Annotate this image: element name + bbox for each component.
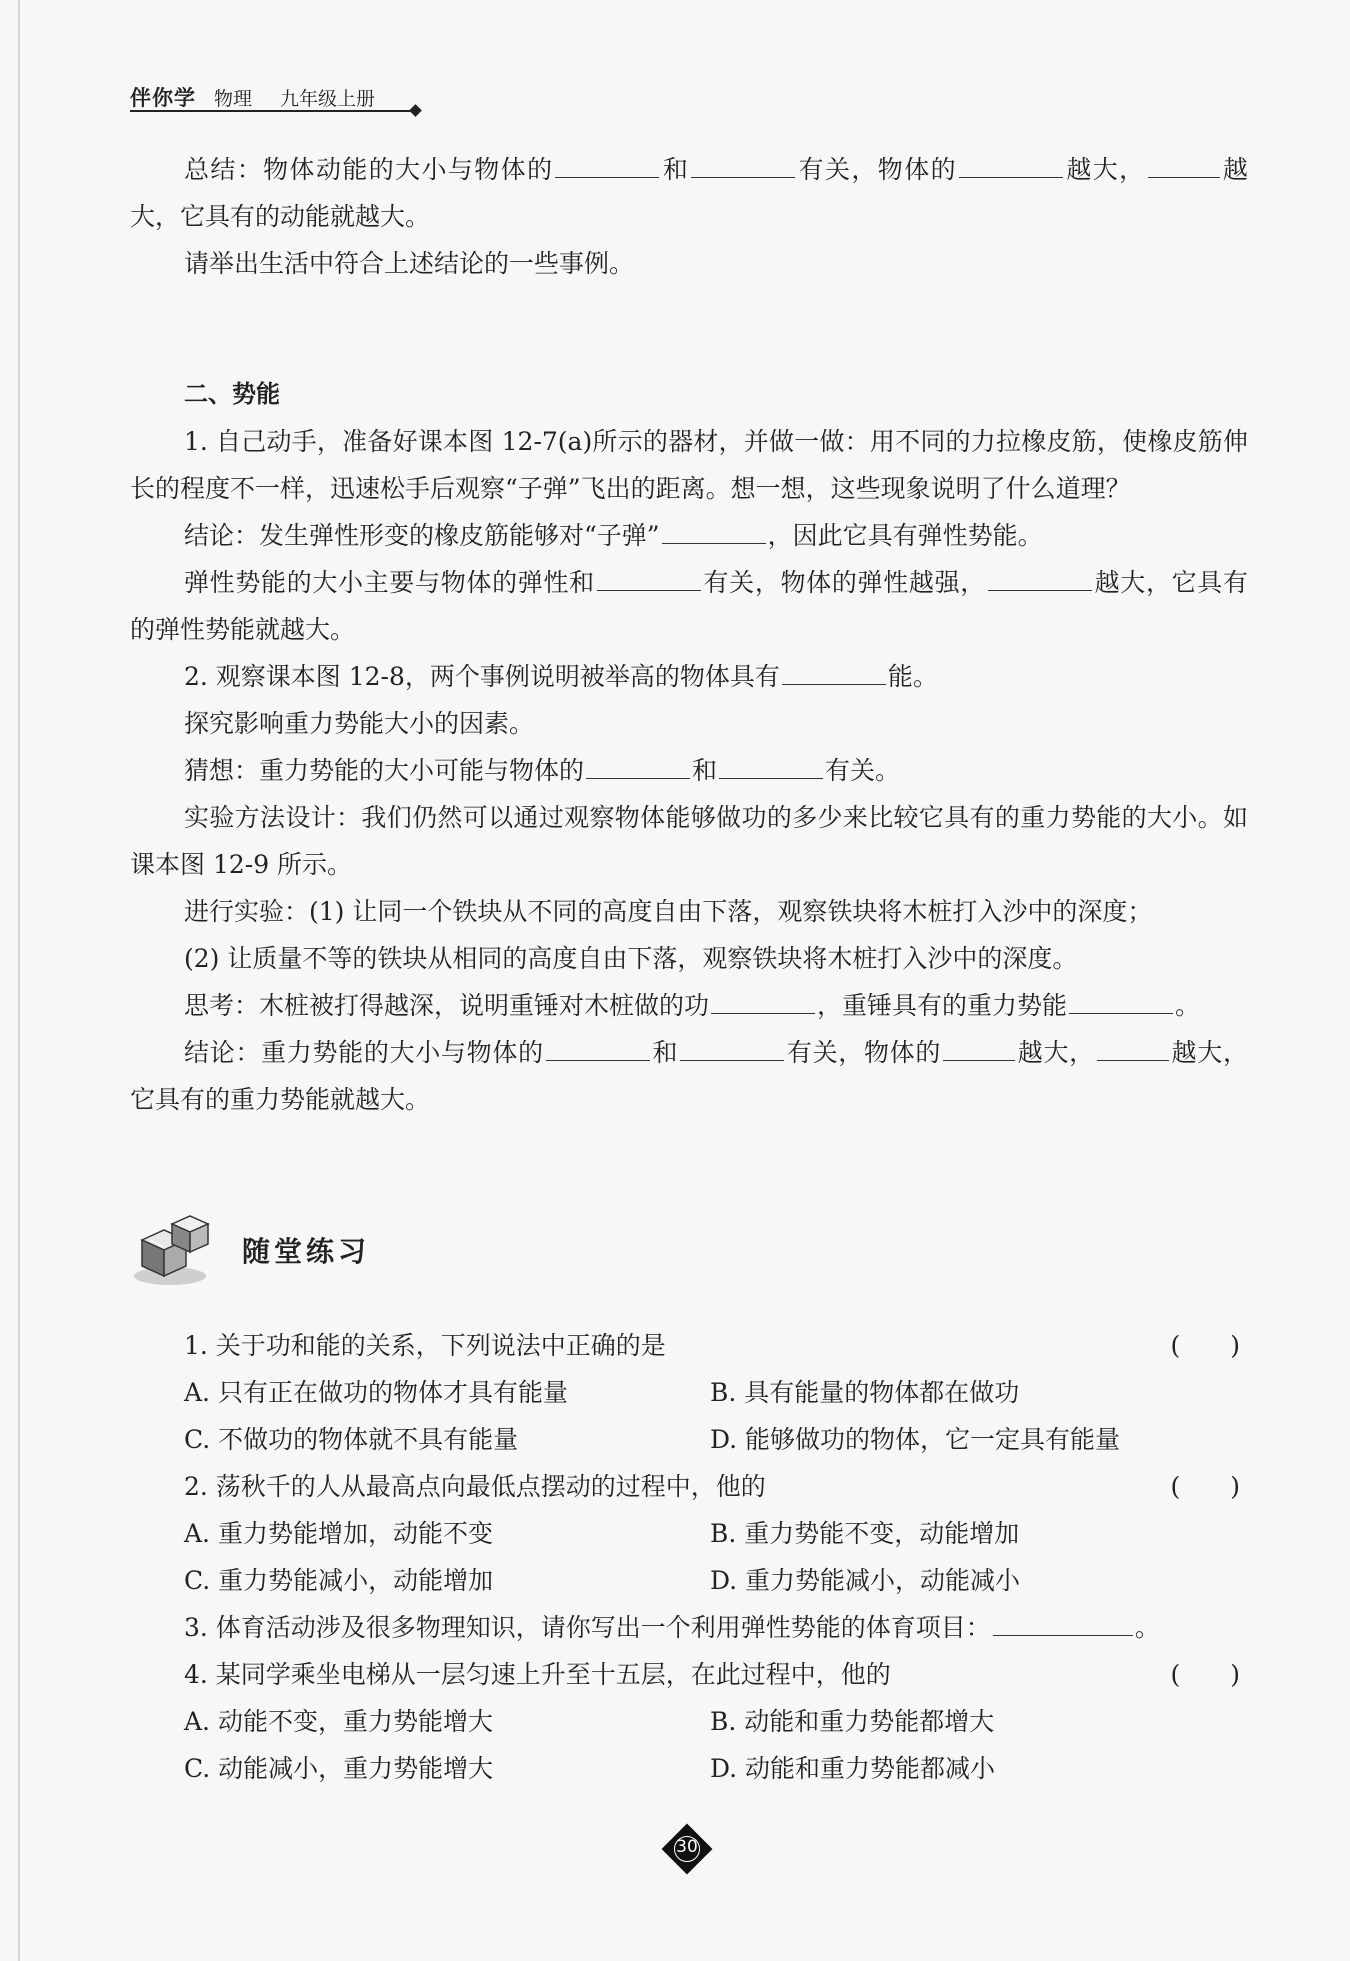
examples-prompt: 请举出生活中符合上述结论的一些事例。 xyxy=(184,249,635,278)
text: 思考：木桩被打得越深，说明重锤对木桩做的功 xyxy=(184,991,710,1020)
option-row xyxy=(130,1369,1248,1416)
exercise-question xyxy=(130,1651,1248,1698)
question-text: 1. 关于功和能的关系，下列说法中正确的是 xyxy=(184,1331,666,1360)
answer-blank[interactable] xyxy=(691,147,795,178)
text: 有关，物体的 xyxy=(786,1038,942,1067)
text: 能。 xyxy=(887,662,938,691)
option-b[interactable]: B. 具有能量的物体都在做功 xyxy=(710,1378,1020,1407)
text: 越大，它具有的弹性势能就越大。 xyxy=(130,568,1248,644)
answer-blank[interactable] xyxy=(597,560,701,591)
summary-text: 有关，物体的 xyxy=(797,155,957,184)
answer-paren[interactable]: ( ) xyxy=(1170,1660,1240,1689)
answer-blank[interactable] xyxy=(988,560,1092,591)
elastic-line xyxy=(130,559,1248,653)
answer-blank[interactable] xyxy=(680,1030,784,1061)
option-d[interactable]: D. 重力势能减小，动能减小 xyxy=(710,1566,1021,1595)
option-a[interactable]: A. 只有正在做功的物体才具有能量 xyxy=(184,1378,568,1407)
text: 和 xyxy=(651,1038,679,1067)
question-text: 4. 某同学乘坐电梯从一层匀速上升至十五层，在此过程中，他的 xyxy=(184,1660,891,1689)
answer-blank[interactable] xyxy=(719,748,823,779)
summary-text: 越大，它具有的动能就越大。 xyxy=(130,155,1248,231)
page-number-badge xyxy=(665,1827,709,1871)
text: 有关，物体的弹性越强， xyxy=(702,568,986,597)
option-row xyxy=(130,1510,1248,1557)
text: 有关。 xyxy=(825,756,901,785)
answer-blank[interactable] xyxy=(993,1605,1133,1636)
running-header xyxy=(130,80,420,112)
conclusion-line xyxy=(130,1029,1248,1123)
option-row xyxy=(130,1698,1248,1745)
answer-paren[interactable]: ( ) xyxy=(1170,1472,1240,1501)
option-a[interactable]: A. 重力势能增加，动能不变 xyxy=(184,1519,493,1548)
page-number: 30 xyxy=(676,1837,698,1857)
answer-blank[interactable] xyxy=(546,1030,650,1061)
question-text: 。 xyxy=(1134,1613,1160,1642)
option-a[interactable]: A. 动能不变，重力势能增大 xyxy=(184,1707,493,1736)
section-heading: 二、势能 xyxy=(184,380,280,408)
text: 和 xyxy=(692,756,718,785)
think-line xyxy=(130,982,1248,1029)
answer-blank[interactable] xyxy=(1148,147,1220,178)
header-brand: 伴你学 xyxy=(130,86,196,110)
option-d[interactable]: D. 能够做功的物体，它一定具有能量 xyxy=(710,1425,1121,1454)
answer-blank[interactable] xyxy=(555,147,659,178)
option-d[interactable]: D. 动能和重力势能都减小 xyxy=(710,1754,996,1783)
main-content xyxy=(130,146,1248,1123)
exercise-question xyxy=(130,1604,1248,1651)
experiment-step: 进行实验：(1) 让同一个铁块从不同的高度自由下落，观察铁块将木桩打入沙中的深度； xyxy=(184,897,1153,926)
answer-blank[interactable] xyxy=(959,147,1063,178)
header-grade: 九年级上册 xyxy=(280,88,376,110)
text: 越大，它具有的重力势能就越大。 xyxy=(130,1038,1248,1114)
option-c[interactable]: C. 重力势能减小，动能增加 xyxy=(184,1566,494,1595)
text: 结论：重力势能的大小与物体的 xyxy=(184,1038,544,1067)
text: 猜想：重力势能的大小可能与物体的 xyxy=(184,756,585,785)
practice-banner xyxy=(130,1210,530,1290)
text: 弹性势能的大小主要与物体的弹性和 xyxy=(184,568,595,597)
answer-blank[interactable] xyxy=(662,513,766,544)
answer-paren[interactable]: ( ) xyxy=(1170,1331,1240,1360)
option-c[interactable]: C. 不做功的物体就不具有能量 xyxy=(184,1425,519,1454)
explore-text: 探究影响重力势能大小的因素。 xyxy=(184,709,535,738)
summary-text: 越大， xyxy=(1064,155,1146,184)
summary-line xyxy=(130,146,1248,240)
practice-title: 随堂练习 xyxy=(242,1235,371,1268)
text: 结论：发生弹性形变的橡皮筋能够对“子弹” xyxy=(184,521,660,550)
answer-blank[interactable] xyxy=(1069,983,1173,1014)
exercise-question xyxy=(130,1463,1248,1510)
option-b[interactable]: B. 重力势能不变，动能增加 xyxy=(710,1519,1020,1548)
text: ，因此它具有弹性势能。 xyxy=(767,521,1043,550)
exercise-question xyxy=(130,1322,1248,1369)
question-text xyxy=(130,653,1248,700)
cubes-icon xyxy=(130,1210,220,1290)
summary-text: 和 xyxy=(661,155,690,184)
method-text: 实验方法设计：我们仍然可以通过观察物体能够做功的多少来比较它具有的重力势能的大小。如课本图 12-9 所示。 xyxy=(130,803,1248,879)
conclusion-line xyxy=(130,512,1248,559)
answer-blank[interactable] xyxy=(586,748,690,779)
option-row xyxy=(130,1416,1248,1463)
summary-text: 总结：物体动能的大小与物体的 xyxy=(184,155,554,184)
answer-blank[interactable] xyxy=(711,983,815,1014)
question-text: 3. 体育活动涉及很多物理知识，请你写出一个利用弹性势能的体育项目： xyxy=(184,1613,991,1642)
text: 2. 观察课本图 12-8，两个事例说明被举高的物体具有 xyxy=(184,662,780,691)
answer-blank[interactable] xyxy=(782,654,886,685)
answer-blank[interactable] xyxy=(943,1030,1015,1061)
question-text: 1. 自己动手，准备好课本图 12-7(a)所示的器材，并做一做：用不同的力拉橡皮筋，使橡皮筋伸长的程度不一样，迅速松手后观察“子弹”飞出的距离。想一想，这些现象说明了什么道理？ xyxy=(130,427,1248,503)
option-c[interactable]: C. 动能减小，重力势能增大 xyxy=(184,1754,494,1783)
option-row xyxy=(130,1557,1248,1604)
experiment-step: (2) 让质量不等的铁块从相同的高度自由下落，观察铁块将木桩打入沙中的深度。 xyxy=(184,944,1078,973)
text: ，重锤具有的重力势能 xyxy=(817,991,1068,1020)
question-text: 2. 荡秋千的人从最高点向最低点摆动的过程中，他的 xyxy=(184,1472,766,1501)
header-diamond-icon xyxy=(409,104,422,117)
header-subject: 物理 xyxy=(214,88,253,110)
option-row xyxy=(130,1745,1248,1792)
guess-line xyxy=(130,747,1248,794)
option-b[interactable]: B. 动能和重力势能都增大 xyxy=(710,1707,995,1736)
header-rule xyxy=(130,110,415,112)
text: 越大， xyxy=(1017,1038,1095,1067)
answer-blank[interactable] xyxy=(1097,1030,1169,1061)
text: 。 xyxy=(1175,991,1201,1020)
page-edge-line xyxy=(18,0,20,1961)
practice-exercises xyxy=(130,1322,1248,1792)
